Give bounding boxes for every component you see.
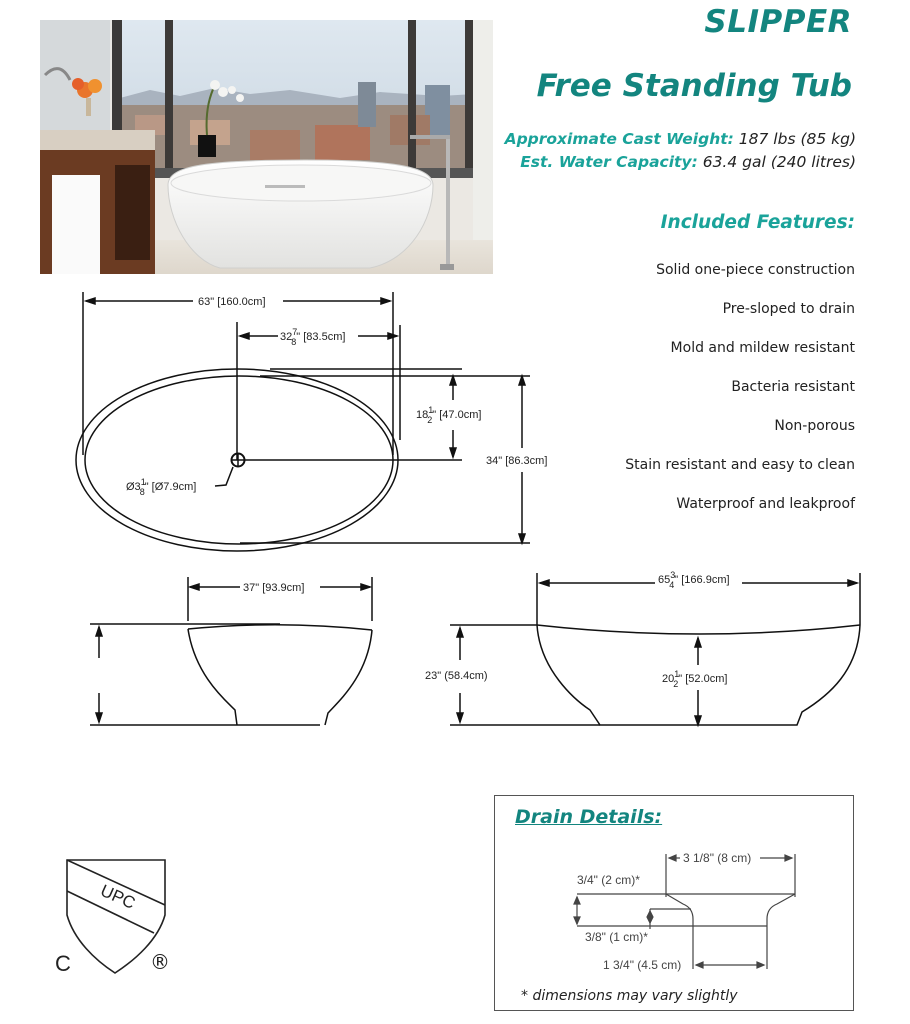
model-name: SLIPPER [704, 4, 852, 40]
spec-capacity-value: 63.4 gal (240 litres) [702, 153, 856, 171]
feature-item: Mold and mildew resistant [670, 340, 855, 356]
feature-item: Pre-sloped to drain [722, 301, 855, 317]
upc-certification-logo [50, 855, 180, 980]
spec-weight [505, 130, 856, 148]
feature-item: Solid one-piece construction [656, 262, 855, 278]
dim-overall-height: 23" (58.4cm) [425, 670, 488, 682]
drain-pipe-width: 1 3/4" (4.5 cm) [603, 958, 682, 972]
features-list [625, 258, 855, 531]
dim-overall-width: 34" [86.3cm] [486, 455, 548, 467]
spec-weight-value: 187 lbs (85 kg) [738, 130, 856, 148]
drain-diagram [565, 844, 805, 974]
spec-capacity-label: Est. Water Capacity: [520, 153, 698, 171]
spec-capacity [520, 153, 856, 171]
drain-details-panel [494, 795, 854, 1011]
product-type: Free Standing Tub [536, 68, 852, 104]
elevation-drawings [0, 565, 900, 740]
drain-step-height: 3/8" (1 cm)* [585, 930, 648, 944]
product-photo [40, 20, 493, 274]
dim-side-length: $65^3$ 4" [166.9cm] [658, 570, 730, 590]
drain-details-title: Drain Details: [515, 806, 663, 828]
feature-item: Non-porous [774, 418, 855, 434]
dim-end-width: 37" [93.9cm] [243, 582, 305, 594]
feature-item: Waterproof and leakproof [676, 496, 855, 512]
drain-flange-height: 3/4" (2 cm)* [577, 873, 640, 887]
registered-mark: ® [150, 950, 170, 974]
dim-drain-to-edge: $18^1$ 2" [47.0cm] [416, 405, 482, 425]
spec-weight-label: Approximate Cast Weight: [504, 130, 734, 148]
upc-text: UPC [97, 880, 139, 913]
features-title: Included Features: [660, 212, 855, 233]
top-view-drawing [0, 280, 600, 570]
dim-interior-depth: $20^1$ 2" [52.0cm] [662, 669, 728, 689]
feature-item: Bacteria resistant [731, 379, 855, 395]
dimensions-note: * dimensions may vary slightly [521, 988, 738, 1004]
dim-drain-diameter: $Ø3^1$ 8" [Ø7.9cm] [126, 477, 197, 497]
dim-overall-length: 63" [160.0cm] [198, 296, 266, 308]
feature-item: Stain resistant and easy to clean [625, 457, 855, 473]
upc-c-letter: C [55, 951, 71, 976]
dim-drain-offset: $32^7$ 8" [83.5cm] [280, 327, 346, 347]
drain-top-width: 3 1/8" (8 cm) [683, 851, 752, 865]
